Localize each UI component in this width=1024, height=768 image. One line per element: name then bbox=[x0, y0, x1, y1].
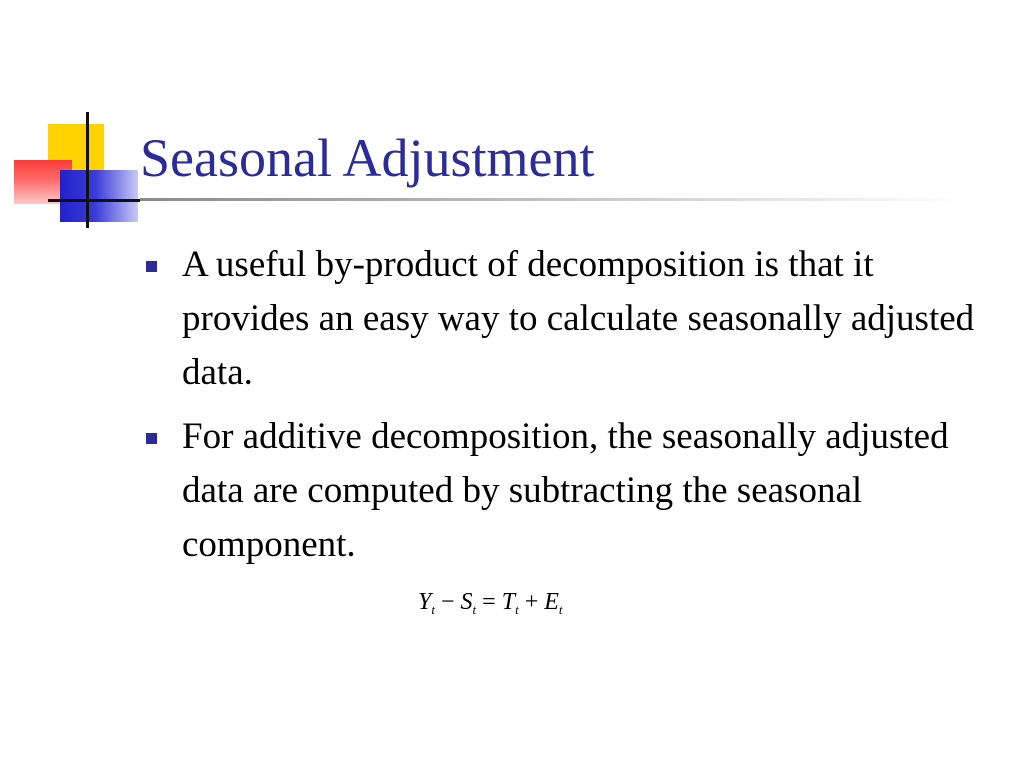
formula-subscript: t bbox=[431, 602, 435, 617]
logo-vertical-line bbox=[86, 112, 89, 228]
formula-operator: + bbox=[524, 589, 539, 615]
bullet-item bbox=[146, 410, 976, 572]
bullet-item bbox=[146, 238, 976, 400]
logo-horizontal-line bbox=[48, 199, 140, 202]
formula-term: T bbox=[501, 589, 516, 615]
slide-title: Seasonal Adjustment bbox=[140, 128, 595, 188]
formula-term: E bbox=[544, 589, 559, 615]
bullet-square-icon bbox=[146, 433, 157, 444]
bullet-text: A useful by-product of decomposition is that it provides an easy way to calculate seasonally adjusted data. bbox=[182, 244, 975, 393]
formula-subscript: t bbox=[515, 602, 519, 617]
formula-subscript: t bbox=[558, 602, 563, 617]
formula-operator: = bbox=[482, 589, 496, 615]
bullet-list bbox=[146, 238, 976, 582]
formula bbox=[418, 584, 563, 628]
bullet-square-icon bbox=[146, 261, 157, 272]
formula-subscript: t bbox=[472, 602, 477, 617]
formula-operator: − bbox=[440, 589, 455, 615]
logo-blue-square bbox=[60, 170, 138, 222]
bullet-text: For additive decomposition, the seasonally adjusted data are computed by subtracting the seasonal component. bbox=[182, 416, 949, 565]
title-underline bbox=[140, 198, 970, 201]
formula-term: S bbox=[460, 589, 473, 615]
formula-term: Y bbox=[418, 589, 432, 615]
